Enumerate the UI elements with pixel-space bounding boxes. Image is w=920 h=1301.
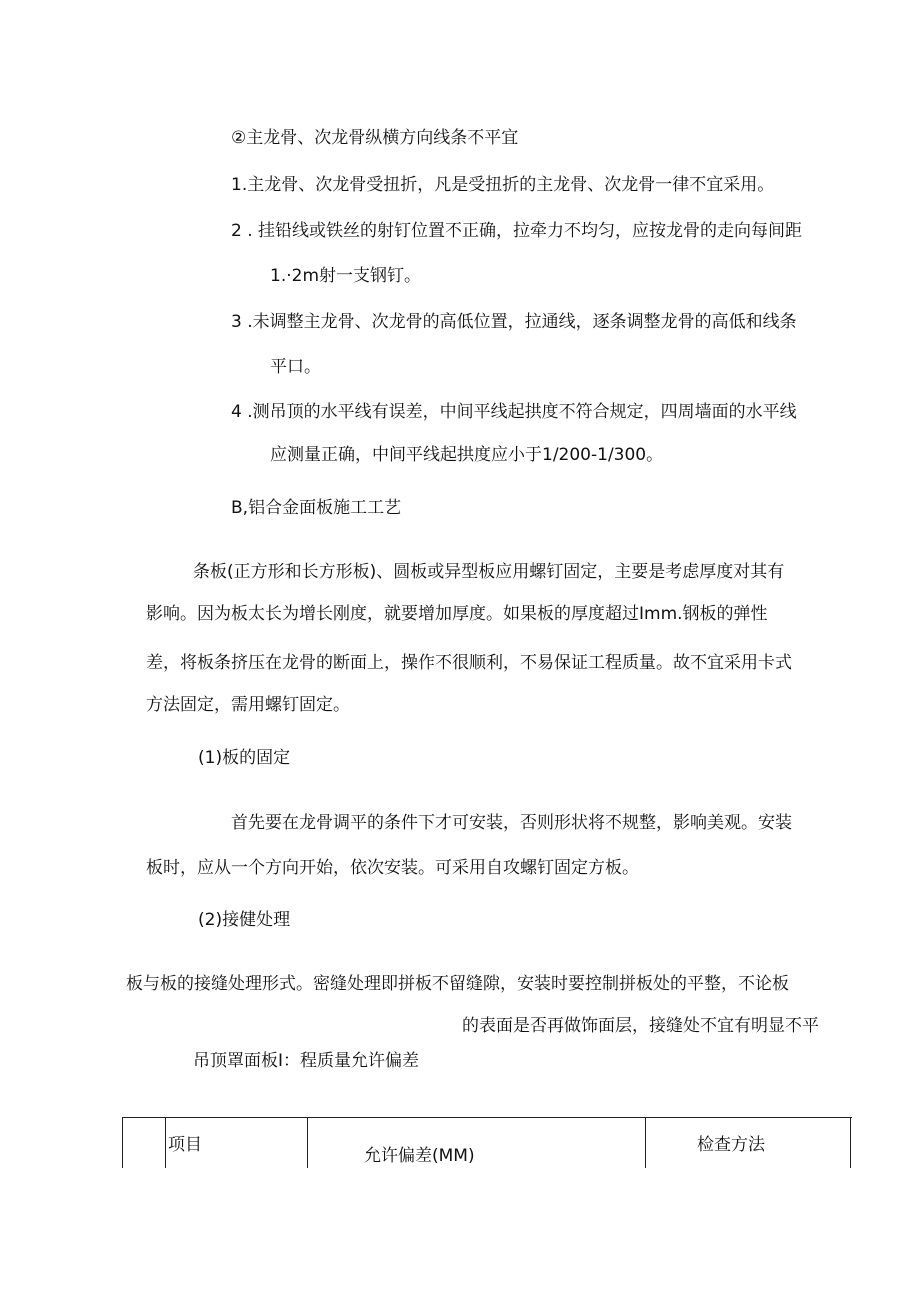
paragraph-panel-fixing-line-3: 差，将板条挤压在龙骨的断面上，操作不很顺利，不易保证工程质量。故不宜采用卡式 — [146, 653, 792, 673]
table-header-check-method: 检查方法 — [697, 1135, 765, 1155]
paragraph-panel-fixing-line-4: 方法固定，需用螺钉固定。 — [146, 695, 350, 715]
cause-item-1: 1.主龙骨、次龙骨受扭折，凡是受扭折的主龙骨、次龙骨一律不宜采用。 — [231, 175, 775, 195]
subheading-main-secondary-keel-lines: ②主龙骨、次龙骨纵横方向线条不平宜 — [231, 128, 519, 148]
cause-item-2-cont: 1.·2m射一支钢钉。 — [270, 266, 421, 286]
table-border-left — [122, 1118, 123, 1168]
paragraph-install-line-2: 板时，应从一个方向开始，依次安装。可采用自攻螺钉固定方板。 — [146, 858, 639, 878]
cause-item-4: 4 .测吊顶的水平线有误差，中间平线起拱度不符合规定，四周墙面的水平线 — [231, 402, 797, 422]
table-divider-3 — [645, 1118, 646, 1168]
table-divider-1 — [165, 1118, 166, 1168]
cause-item-4-cont: 应测量正确，中间平线起拱度应小于1/200-1/300。 — [270, 445, 664, 465]
paragraph-joint-line-1: 板与板的接缝处理形式。密缝处理即拼板不留缝隙，安装时要控制拼板处的平整，不论板 — [126, 974, 789, 994]
table-divider-2 — [307, 1118, 308, 1168]
paragraph-joint-line-2: 的表面是否再做饰面层，接缝处不宜有明显不平 — [462, 1016, 819, 1036]
table-border-right — [850, 1118, 851, 1168]
section-heading-aluminum-panel: B,铝合金面板施工工艺 — [231, 498, 402, 518]
paragraph-panel-fixing-line-2: 影响。因为板太长为增长刚度，就要增加厚度。如果板的厚度超过Imm.钢板的弹性 — [146, 604, 768, 624]
table-header-item: 项目 — [168, 1135, 202, 1155]
tolerance-table — [122, 1117, 852, 1168]
paragraph-panel-fixing-line-1: 条板(正方形和长方形板)、圆板或异型板应用螺钉固定，主要是考虑厚度对其有 — [193, 562, 785, 582]
cause-item-3-cont: 平口。 — [270, 357, 321, 377]
cause-item-2: 2 . 挂铅线或铁丝的射钉位置不正确，拉牵力不均匀，应按龙骨的走向每间距 — [231, 221, 803, 241]
table-caption: 吊顶罩面板I：程质量允许偏差 — [193, 1051, 420, 1071]
cause-item-3: 3 .未调整主龙骨、次龙骨的高低位置，拉通线，逐条调整龙骨的高低和线条 — [231, 312, 797, 332]
table-header-tolerance: 允许偏差(MM) — [364, 1146, 475, 1166]
subheading-joint-treatment: (2)接健处理 — [198, 910, 291, 930]
paragraph-install-line-1: 首先要在龙骨调平的条件下才可安装，否则形状将不规整，影响美观。安装 — [231, 813, 792, 833]
subheading-panel-fixing: (1)板的固定 — [198, 748, 291, 768]
